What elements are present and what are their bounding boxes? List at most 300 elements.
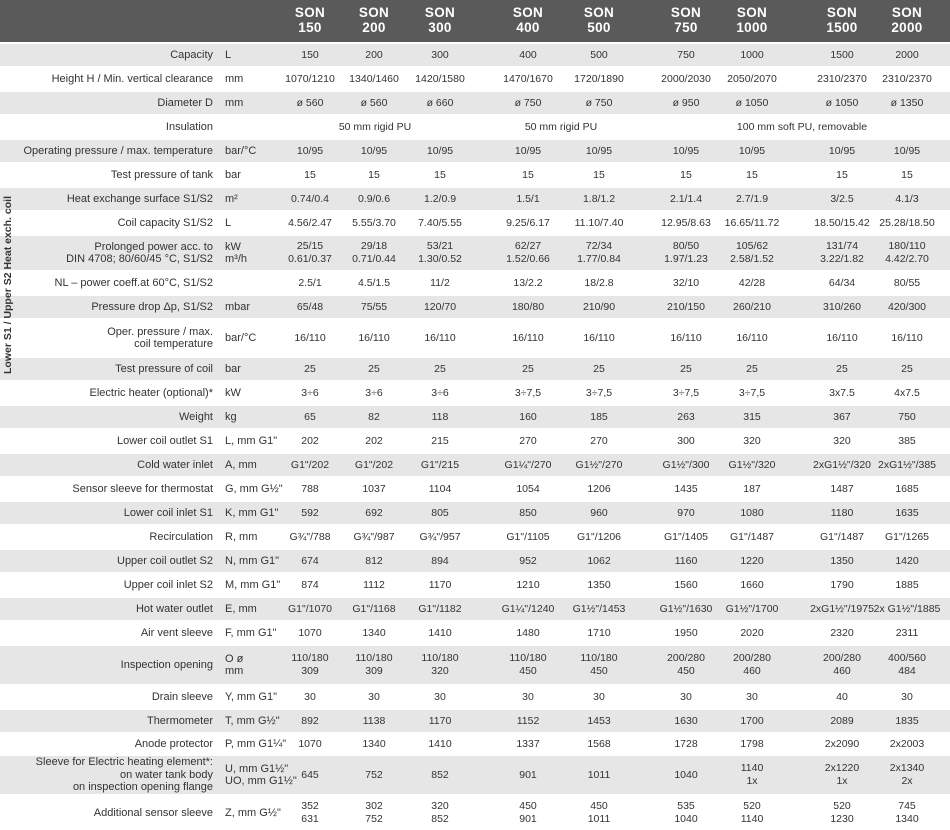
model-column-header [495, 5, 561, 35]
table-cell: ø 660 [426, 96, 454, 109]
table-cell: 520 1230 [830, 800, 854, 825]
table-cell: 15 [368, 168, 380, 181]
table-row [0, 116, 950, 138]
table-row [0, 502, 950, 524]
table-cell: 805 [431, 506, 449, 519]
table-cell: 25 [746, 362, 758, 375]
table-cell: 25 [434, 362, 446, 375]
table-cell: 2089 [830, 714, 854, 727]
row-label: Sleeve for Electric heating element*: on water tank body on inspection opening flange [35, 756, 213, 794]
table-cell: ø 1050 [735, 96, 769, 109]
model-size: 750 [674, 20, 698, 35]
table-cell: 750 [898, 410, 916, 423]
table-cell: 1410 [428, 737, 452, 750]
row-label: Hot water outlet [135, 602, 213, 615]
table-cell: 16/110 [826, 331, 858, 344]
row-label: Upper coil outlet S2 [117, 554, 213, 567]
table-cell: 2000/2030 [661, 72, 711, 85]
table-cell: 110/180 309 [355, 652, 393, 677]
row-unit: A, mm [225, 458, 257, 471]
table-cell: 3÷7,5 [514, 386, 542, 399]
table-row [0, 92, 950, 114]
table-cell: 1630 [674, 714, 698, 727]
table-row [0, 320, 950, 356]
row-unit: kW m³/h [225, 240, 247, 265]
row-unit: G, mm G½" [225, 482, 283, 495]
table-row [0, 686, 950, 708]
table-row [0, 598, 950, 620]
table-cell: 3÷6 [301, 386, 319, 399]
table-cell: 16/110 [583, 331, 615, 344]
table-cell: 1140 1x [740, 762, 764, 787]
table-cell: 25 [593, 362, 605, 375]
table-cell: 1340/1460 [349, 72, 399, 85]
row-unit: mm [225, 96, 244, 109]
row-unit: F, mm G1" [225, 626, 277, 639]
table-cell: 65 [304, 410, 316, 423]
table-cell: G¾"/788 [289, 530, 331, 543]
table-cell: 1170 [428, 714, 452, 727]
table-cell: 105/62 2.58/1.52 [730, 240, 774, 265]
table-row [0, 382, 950, 404]
table-cell: 3÷6 [431, 386, 449, 399]
table-cell: 42/28 [738, 276, 766, 289]
table-cell: 3÷7,5 [738, 386, 766, 399]
table-cell: 300 [677, 434, 695, 447]
table-cell: 1011 [587, 768, 611, 781]
table-row [0, 68, 950, 90]
table-cell: ø 750 [585, 96, 613, 109]
table-cell: 1062 [587, 554, 611, 567]
table-cell: 16/110 [670, 331, 702, 344]
table-cell: 30 [434, 690, 446, 703]
row-unit: N, mm G1" [225, 554, 280, 567]
heat-exchanger-group-bracket [0, 189, 16, 381]
table-cell: 10/95 [893, 144, 921, 157]
table-cell: 202 [365, 434, 383, 447]
table-cell: 210/150 [667, 300, 705, 313]
table-cell: 1728 [674, 737, 698, 750]
table-cell: 11.10/7.40 [574, 216, 624, 229]
table-cell: 10/95 [426, 144, 454, 157]
table-cell: 65/48 [296, 300, 324, 313]
table-cell: 15 [680, 168, 692, 181]
table-cell: 450 901 [519, 800, 537, 825]
table-cell: G1½"/270 [575, 458, 623, 471]
table-cell: 1480 [516, 626, 540, 639]
row-unit: bar/°C [225, 144, 257, 157]
table-cell: 1000 [740, 48, 764, 61]
table-cell: 16/110 [294, 331, 326, 344]
table-row [0, 44, 950, 66]
table-cell: 30 [304, 690, 316, 703]
table-cell: 11/2 [430, 276, 450, 289]
table-cell: 9.25/6.17 [506, 216, 550, 229]
table-cell: 30 [680, 690, 692, 703]
table-cell: 970 [677, 506, 695, 519]
table-cell: 1420/1580 [415, 72, 465, 85]
model-brand: SON [294, 5, 326, 20]
table-cell: G1"/1487 [729, 530, 774, 543]
row-unit: L [225, 48, 232, 61]
table-cell: 960 [590, 506, 608, 519]
table-cell: 1070 [298, 626, 322, 639]
table-cell: 16.65/11.72 [724, 216, 780, 229]
row-label: Upper coil inlet S2 [123, 578, 213, 591]
table-cell: 12.95/8.63 [661, 216, 711, 229]
table-cell: 1112 [363, 578, 385, 591]
table-cell: 4.56/2.47 [288, 216, 332, 229]
row-unit: R, mm [225, 530, 258, 543]
table-cell: 315 [743, 410, 761, 423]
table-cell: 2xG1½"/1975 [810, 602, 874, 615]
table-cell: 2xG1½"/320 [812, 458, 872, 471]
table-cell: 15 [593, 168, 605, 181]
model-column-header [407, 5, 473, 35]
table-row [0, 646, 950, 684]
table-cell: 1180 [830, 506, 854, 519]
table-cell: 10/95 [360, 144, 388, 157]
table-row [0, 140, 950, 162]
table-cell: 1337 [516, 737, 540, 750]
table-cell: 16/110 [424, 331, 456, 344]
table-cell: G1"/1487 [819, 530, 864, 543]
table-cell: 25 [680, 362, 692, 375]
table-cell: 2.5/1 [298, 276, 322, 289]
table-cell: G1½"/1700 [725, 602, 779, 615]
table-cell: G1¼"/270 [504, 458, 552, 471]
table-cell: 3x7.5 [829, 386, 855, 399]
table-row [0, 550, 950, 572]
table-cell: G¾"/957 [419, 530, 461, 543]
table-row [0, 188, 950, 210]
table-cell: G1"/1105 [506, 530, 550, 543]
table-cell: 3÷7,5 [585, 386, 613, 399]
table-cell: 10/95 [672, 144, 700, 157]
table-cell: 10/95 [514, 144, 542, 157]
model-size: 150 [298, 20, 322, 35]
row-label: Oper. pressure / max. coil temperature [107, 325, 213, 350]
model-brand: SON [891, 5, 923, 20]
row-unit: bar [225, 362, 241, 375]
row-label: Test pressure of coil [115, 362, 213, 375]
table-cell: G1"/1206 [576, 530, 621, 543]
model-column-header [653, 5, 719, 35]
model-brand: SON [424, 5, 456, 20]
table-cell: 2xG1½"/385 [877, 458, 937, 471]
table-cell: 62/27 1.52/0.66 [506, 240, 550, 265]
row-unit: E, mm [225, 602, 257, 615]
table-cell: 1170 [428, 578, 452, 591]
table-cell: G1¼"/1240 [501, 602, 555, 615]
row-label: Cold water inlet [137, 458, 213, 471]
table-cell: 16/110 [891, 331, 923, 344]
table-cell: 3÷7,5 [672, 386, 700, 399]
row-label: Sensor sleeve for thermostat [72, 482, 213, 495]
table-cell: 15 [522, 168, 534, 181]
table-cell: 25/15 0.61/0.37 [288, 240, 332, 265]
table-cell: 1070 [298, 737, 322, 750]
table-cell: ø 750 [514, 96, 542, 109]
table-cell: 1710 [587, 626, 611, 639]
row-label: Anode protector [134, 737, 213, 750]
row-unit: Y, mm G1" [225, 690, 277, 703]
table-cell: 812 [365, 554, 383, 567]
table-cell: 40 [836, 690, 848, 703]
table-cell: 53/21 1.30/0.52 [418, 240, 462, 265]
table-cell: 2x1340 2x [889, 762, 925, 787]
table-row [0, 272, 950, 294]
side-label: Lower S1 / Upper S2 Heat exch. coil [2, 196, 14, 374]
table-cell: 29/18 0.71/0.44 [352, 240, 396, 265]
model-brand: SON [826, 5, 858, 20]
table-cell: ø 560 [296, 96, 324, 109]
model-size: 400 [516, 20, 540, 35]
table-cell: 1700 [740, 714, 764, 727]
row-label: Air vent sleeve [140, 626, 213, 639]
row-label: Lower coil inlet S1 [123, 506, 213, 519]
table-cell: 1054 [516, 482, 540, 495]
table-cell: 850 [519, 506, 537, 519]
row-unit: M, mm G1" [225, 578, 281, 591]
table-cell: 2311 [895, 626, 919, 639]
table-cell: 1720/1890 [574, 72, 624, 85]
table-cell: G1½"/1453 [572, 602, 626, 615]
table-cell: G1½"/1630 [659, 602, 713, 615]
table-cell: 2x1220 1x [824, 762, 860, 787]
table-cell: 1885 [895, 578, 919, 591]
table-cell: 25 [522, 362, 534, 375]
table-cell: 110/180 320 [421, 652, 459, 677]
table-cell: 25 [304, 362, 316, 375]
table-cell: 18/2.8 [584, 276, 614, 289]
table-cell: 892 [301, 714, 319, 727]
table-cell: 200/280 460 [823, 652, 861, 677]
table-cell: G1½"/320 [728, 458, 776, 471]
table-cell: 1220 [740, 554, 764, 567]
table-cell: 1435 [674, 482, 698, 495]
table-row [0, 406, 950, 428]
row-label: Drain sleeve [151, 690, 213, 703]
table-cell: 180/80 [511, 300, 545, 313]
row-unit: L, mm G1" [225, 434, 278, 447]
row-label: Additional sensor sleeve [93, 806, 213, 819]
row-label: Coil capacity S1/S2 [117, 216, 213, 229]
table-cell: 110/180 450 [580, 652, 618, 677]
table-cell: 1568 [587, 737, 611, 750]
table-cell: 10/95 [296, 144, 324, 157]
table-cell: 3÷6 [365, 386, 383, 399]
table-cell: 10/95 [585, 144, 613, 157]
model-brand: SON [736, 5, 768, 20]
table-cell: 82 [368, 410, 380, 423]
table-cell: 4x7.5 [894, 386, 920, 399]
table-cell: 400 [519, 48, 537, 61]
table-cell: 0.9/0.6 [357, 192, 391, 205]
merged-cell: 100 mm soft PU, removable [736, 120, 868, 133]
row-unit: mbar [225, 300, 251, 313]
table-cell: 1410 [428, 626, 452, 639]
table-cell: 30 [522, 690, 534, 703]
table-cell: 80/55 [893, 276, 921, 289]
table-cell: G1"/202 [354, 458, 394, 471]
table-cell: 150 [301, 48, 319, 61]
table-cell: ø 1350 [890, 96, 924, 109]
row-label: Recirculation [149, 530, 213, 543]
table-cell: 25 [836, 362, 848, 375]
table-cell: 2320 [830, 626, 854, 639]
table-cell: 788 [301, 482, 319, 495]
table-cell: 180/110 4.42/2.70 [885, 240, 929, 265]
table-cell: 852 [431, 768, 449, 781]
model-column-header [809, 5, 875, 35]
table-cell: 25 [368, 362, 380, 375]
row-unit: P, mm G1¼" [225, 737, 287, 750]
table-cell: 894 [431, 554, 449, 567]
table-cell: 1.8/1.2 [582, 192, 616, 205]
table-cell: 2020 [740, 626, 764, 639]
table-cell: 310/260 [823, 300, 861, 313]
table-cell: 1104 [428, 482, 452, 495]
table-cell: 1453 [587, 714, 611, 727]
table-cell: 1.5/1 [516, 192, 540, 205]
table-cell: G1"/202 [290, 458, 330, 471]
table-cell: 1037 [362, 482, 386, 495]
table-cell: 110/180 309 [291, 652, 329, 677]
table-cell: 500 [590, 48, 608, 61]
model-brand: SON [358, 5, 390, 20]
table-cell: 72/34 1.77/0.84 [577, 240, 621, 265]
table-cell: 1635 [895, 506, 919, 519]
table-row [0, 296, 950, 318]
table-cell: 752 [365, 768, 383, 781]
table-cell: 302 752 [365, 800, 383, 825]
table-cell: 1685 [895, 482, 919, 495]
table-cell: 200/280 450 [667, 652, 705, 677]
table-row [0, 622, 950, 644]
row-unit: bar/°C [225, 331, 257, 344]
table-cell: 1560 [674, 578, 698, 591]
table-row [0, 734, 950, 754]
table-cell: 1350 [587, 578, 611, 591]
table-cell: 13/2.2 [513, 276, 543, 289]
table-cell: ø 560 [360, 96, 388, 109]
table-cell: 30 [901, 690, 913, 703]
table-cell: 15 [434, 168, 446, 181]
table-cell: 16/110 [358, 331, 390, 344]
table-cell: G1"/1182 [418, 602, 462, 615]
row-unit: mm [225, 72, 244, 85]
table-cell: 692 [365, 506, 383, 519]
table-cell: 1138 [362, 714, 386, 727]
table-cell: 64/34 [828, 276, 856, 289]
table-cell: G1"/1168 [352, 602, 396, 615]
table-cell: 952 [519, 554, 537, 567]
table-cell: 32/10 [672, 276, 700, 289]
table-cell: 2050/2070 [727, 72, 777, 85]
table-cell: 1790 [830, 578, 854, 591]
row-label: Insulation [165, 120, 213, 133]
table-cell: 1040 [674, 768, 698, 781]
table-cell: 30 [368, 690, 380, 703]
row-unit: m² [225, 192, 238, 205]
table-cell: 7.40/5.55 [418, 216, 462, 229]
table-header [0, 0, 950, 42]
row-label: Operating pressure / max. temperature [23, 144, 213, 157]
table-cell: 18.50/15.42 [814, 216, 870, 229]
row-label: Inspection opening [120, 658, 213, 671]
row-unit: T, mm G½" [225, 714, 280, 727]
model-brand: SON [512, 5, 544, 20]
table-row [0, 430, 950, 452]
table-cell: 25 [901, 362, 913, 375]
model-size: 200 [362, 20, 386, 35]
row-label: Electric heater (optional)* [89, 386, 213, 399]
model-size: 2000 [891, 20, 923, 35]
table-cell: 1798 [740, 737, 764, 750]
table-cell: 1070/1210 [285, 72, 335, 85]
table-cell: 1340 [362, 737, 386, 750]
table-cell: 110/180 450 [509, 652, 547, 677]
table-cell: 215 [431, 434, 449, 447]
table-cell: 320 [833, 434, 851, 447]
table-cell: 263 [677, 410, 695, 423]
table-cell: ø 1050 [825, 96, 859, 109]
table-row [0, 358, 950, 380]
row-label: Pressure drop Δp, S1/S2 [91, 300, 213, 313]
table-cell: 2.1/1.4 [669, 192, 703, 205]
table-cell: 745 1340 [895, 800, 919, 825]
table-cell: 1660 [740, 578, 764, 591]
table-row [0, 236, 950, 270]
table-cell: 185 [590, 410, 608, 423]
table-cell: 1080 [740, 506, 764, 519]
row-unit: bar [225, 168, 241, 181]
table-cell: 1350 [830, 554, 854, 567]
table-row [0, 574, 950, 596]
table-cell: G1"/1070 [287, 602, 332, 615]
table-cell: 75/55 [360, 300, 388, 313]
table-cell: 200/280 460 [733, 652, 771, 677]
model-column-header [719, 5, 785, 35]
table-cell: 367 [833, 410, 851, 423]
table-cell: 15 [304, 168, 316, 181]
table-row [0, 454, 950, 476]
table-cell: 120/70 [423, 300, 457, 313]
model-size: 1500 [826, 20, 858, 35]
table-cell: 202 [301, 434, 319, 447]
row-unit: O ø mm [225, 652, 244, 677]
table-row [0, 756, 950, 794]
row-unit: U, mm G1½" UO, mm G1½" [225, 762, 297, 787]
table-cell: 2x2090 [824, 737, 860, 750]
table-cell: 16/110 [736, 331, 768, 344]
table-cell: 15 [746, 168, 758, 181]
table-cell: 4.1/3 [895, 192, 919, 205]
row-unit: Z, mm G½" [225, 806, 281, 819]
model-size: 300 [428, 20, 452, 35]
table-row [0, 164, 950, 186]
table-cell: 1210 [516, 578, 540, 591]
table-cell: 3/2.5 [830, 192, 854, 205]
table-cell: 1835 [895, 714, 919, 727]
table-cell: G1½"/300 [662, 458, 710, 471]
row-unit: kW [225, 386, 241, 399]
row-unit: L [225, 216, 232, 229]
row-label: Weight [178, 410, 213, 423]
table-cell: 2x2003 [889, 737, 925, 750]
table-cell: 1950 [674, 626, 698, 639]
